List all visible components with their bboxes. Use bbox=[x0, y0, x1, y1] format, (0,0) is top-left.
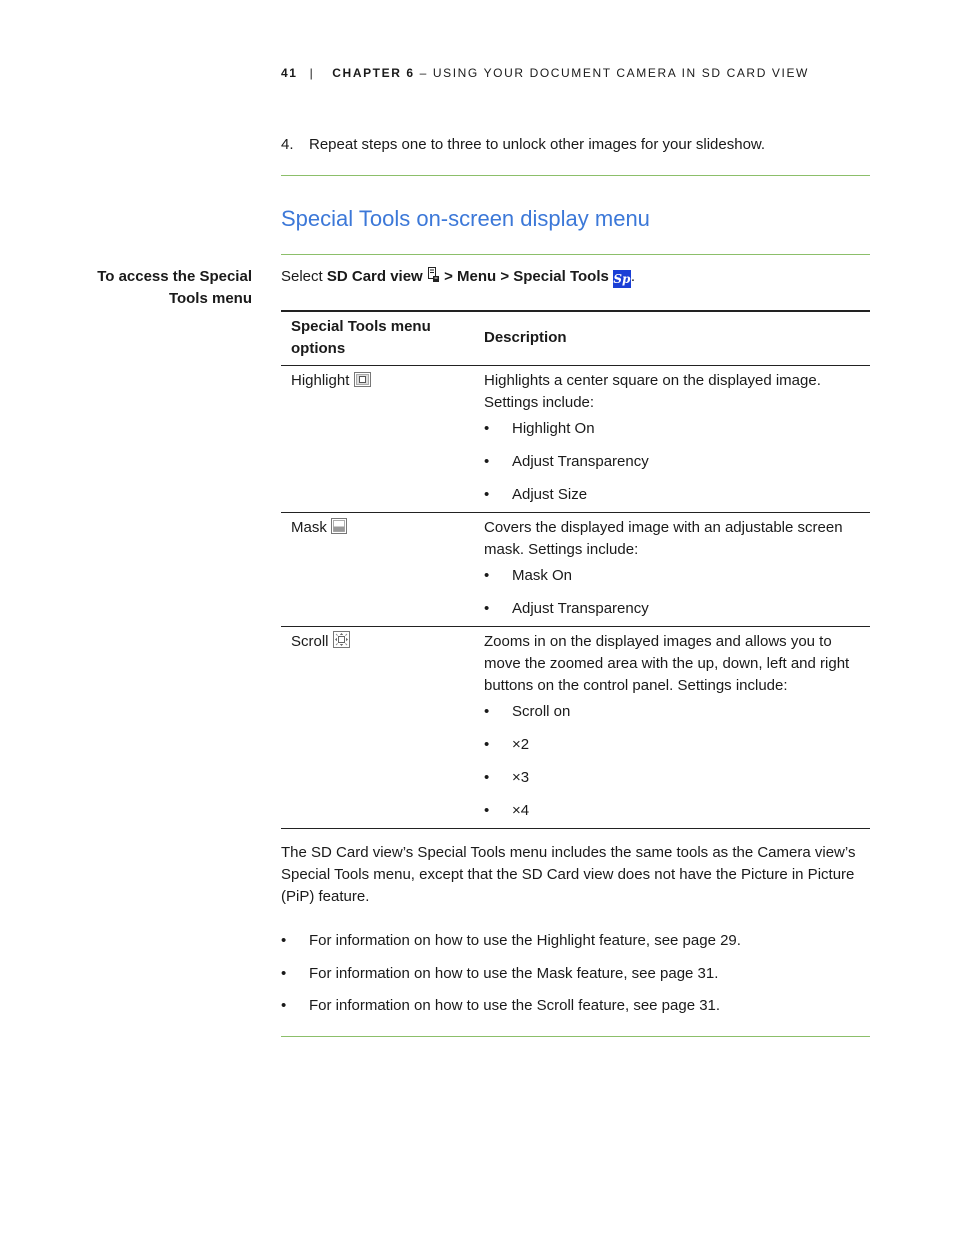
option-description: Zooms in on the displayed images and allows you to move the zoomed area with the up, down, left and right buttons on the control panel. Settings include: bbox=[484, 633, 850, 694]
info-list bbox=[281, 930, 873, 1028]
step-item bbox=[281, 136, 765, 153]
description-cell bbox=[474, 627, 870, 829]
info-item: • For information on how to use the Highlight feature, see page 29. bbox=[281, 930, 873, 952]
option-cell bbox=[281, 366, 474, 513]
info-item: • For information on how to use the Scroll feature, see page 31. bbox=[281, 995, 873, 1017]
note-paragraph: The SD Card view’s Special Tools menu includes the same tools as the Camera view’s Special Tools menu, except that the SD Card view does not have the Picture in Picture (PiP) feature. bbox=[281, 844, 856, 905]
description-cell bbox=[474, 366, 870, 513]
settings-list bbox=[484, 565, 860, 620]
end-period: . bbox=[630, 268, 636, 285]
select-instruction bbox=[281, 266, 635, 290]
settings-list bbox=[484, 701, 860, 822]
special-tools-table bbox=[281, 310, 870, 829]
option-description: Covers the displayed image with an adjustable screen mask. Settings include: bbox=[484, 519, 843, 558]
setting-item: • Adjust Transparency bbox=[484, 451, 860, 473]
table-row bbox=[281, 513, 870, 627]
option-name: Mask bbox=[291, 519, 327, 536]
setting-item: • Mask On bbox=[484, 565, 860, 587]
option-cell bbox=[281, 513, 474, 627]
option-name: Highlight bbox=[291, 372, 350, 389]
procedure-label bbox=[60, 266, 252, 310]
setting-item: • Scroll on bbox=[484, 701, 860, 723]
table-row bbox=[281, 366, 870, 513]
table-row bbox=[281, 627, 870, 829]
step-text: Repeat steps one to three to unlock other images for your slideshow. bbox=[309, 136, 766, 153]
chapter-title: – USING YOUR DOCUMENT CAMERA IN SD CARD VIEW bbox=[414, 66, 809, 80]
setting-item: • Highlight On bbox=[484, 418, 860, 440]
special-tools-icon: Sp bbox=[613, 272, 631, 286]
path-menu-special-tools: > Menu > Special Tools bbox=[439, 268, 609, 285]
page-number: 41 bbox=[281, 66, 298, 80]
table-header-row bbox=[281, 311, 870, 366]
setting-item: • ×2 bbox=[484, 734, 860, 756]
divider bbox=[281, 254, 870, 255]
scroll-icon bbox=[333, 631, 350, 655]
column-header-options: Special Tools menu options bbox=[281, 311, 474, 366]
setting-item: • ×3 bbox=[484, 767, 860, 789]
procedure-label-line2: Tools menu bbox=[168, 290, 252, 307]
chapter-label: CHAPTER 6 bbox=[332, 66, 415, 80]
running-header bbox=[281, 66, 809, 80]
procedure-label-line1: To access the Special bbox=[97, 268, 252, 285]
setting-item: • ×4 bbox=[484, 800, 860, 822]
setting-item: • Adjust Size bbox=[484, 484, 860, 506]
highlight-icon bbox=[354, 372, 371, 394]
step-number: 4. bbox=[281, 136, 294, 153]
header-separator: | bbox=[309, 66, 315, 80]
select-word: Select bbox=[281, 268, 327, 285]
mask-icon bbox=[331, 518, 347, 541]
info-item: • For information on how to use the Mask feature, see page 31. bbox=[281, 963, 873, 985]
section-title: Special Tools on-screen display menu bbox=[281, 206, 650, 231]
option-cell bbox=[281, 627, 474, 829]
column-header-description: Description bbox=[474, 311, 870, 366]
divider bbox=[281, 175, 870, 176]
option-description: Highlights a center square on the displayed image. Settings include: bbox=[484, 372, 821, 411]
setting-item: • Adjust Transparency bbox=[484, 598, 860, 620]
divider bbox=[281, 1036, 870, 1037]
option-name: Scroll bbox=[291, 633, 329, 650]
settings-list bbox=[484, 418, 860, 506]
path-sd-card-view: SD Card view bbox=[326, 268, 423, 285]
description-cell bbox=[474, 513, 870, 627]
sd-card-icon bbox=[427, 267, 440, 290]
